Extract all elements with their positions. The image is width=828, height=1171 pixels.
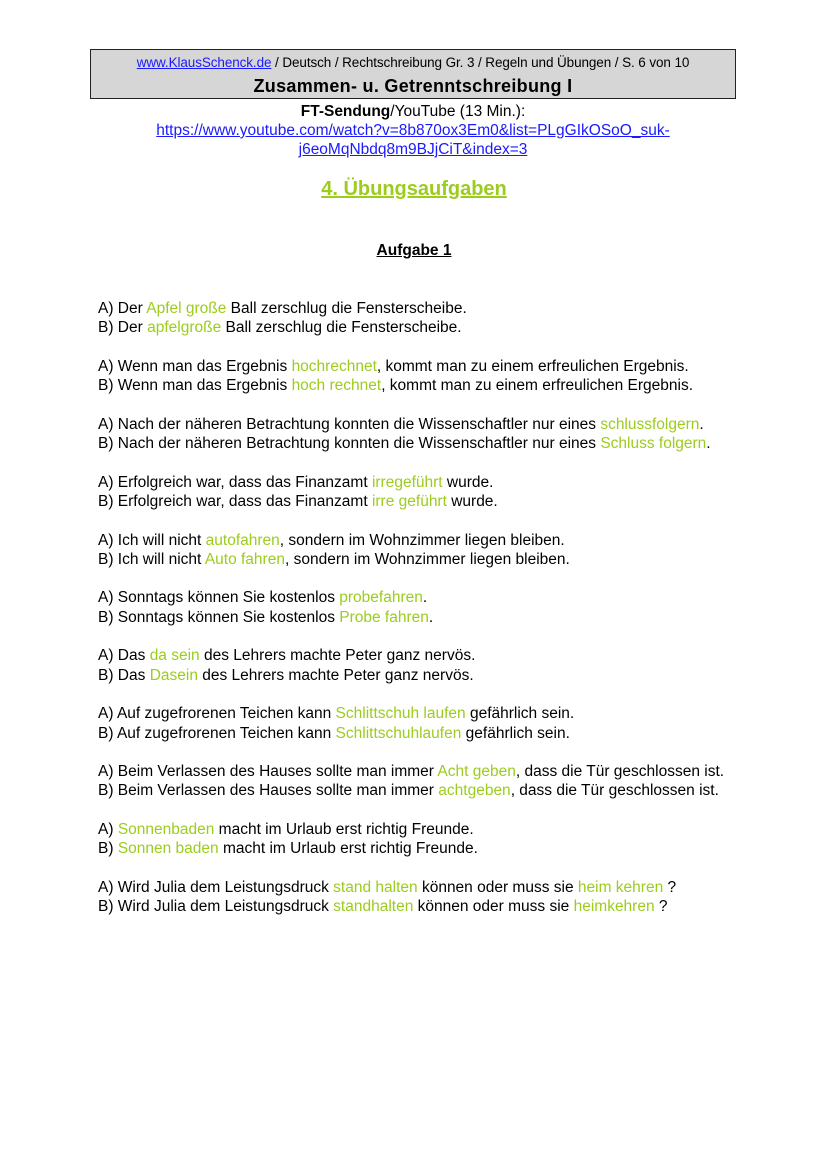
site-link[interactable]: www.KlausSchenck.de <box>136 55 272 70</box>
exercise-pair <box>98 299 738 338</box>
sentence-text: A) Erfolgreich war, dass das Finanzamt <box>98 473 372 491</box>
sentence-b <box>98 376 738 395</box>
highlighted-word: stand halten <box>333 878 418 896</box>
highlighted-word: autofahren <box>205 531 280 549</box>
sentence-text: B) Nach der näheren Betrachtung konnten die Wissenschaftler nur eines <box>98 435 601 453</box>
sentence-a <box>98 704 738 723</box>
sentence-b <box>98 434 738 453</box>
video-url-line-1[interactable]: https://www.youtube.com/watch?v=8b870ox3Em0&list=PLgGIkOSoO_suk- <box>156 122 670 139</box>
sentence-text: ? <box>654 898 668 916</box>
sentence-text: . <box>706 435 711 453</box>
exercise-pair <box>98 531 738 570</box>
highlighted-word: heimkehren <box>573 898 655 916</box>
sentence-text: A) Das <box>98 647 150 665</box>
sentence-text: B) Ich will nicht <box>98 550 205 568</box>
sentence-text: B) Sonntags können Sie kostenlos <box>98 608 340 626</box>
highlighted-word: Probe fahren <box>339 608 429 626</box>
video-reference <box>90 102 736 159</box>
sentence-a <box>98 473 738 492</box>
sentence-b <box>98 897 738 916</box>
breadcrumb: / Deutsch / Rechtschreibung Gr. 3 / Regeln und Übungen / S. 6 von 10 <box>271 55 690 70</box>
sentence-text: A) Wird Julia dem Leistungsdruck <box>98 878 334 896</box>
highlighted-word: Schlittschuh laufen <box>335 705 466 723</box>
sentence-text: wurde. <box>442 473 494 491</box>
sentence-text: , kommt man zu einem erfreulichen Ergebnis. <box>376 357 689 375</box>
sentence-text: gefährlich sein. <box>465 705 575 723</box>
sentence-text: wurde. <box>446 492 498 510</box>
sentence-b <box>98 492 738 511</box>
section-title: 4. Übungsaufgaben <box>321 178 507 200</box>
highlighted-word: heim kehren <box>577 878 664 896</box>
sentence-text: Ball zerschlug die Fensterscheibe. <box>226 300 467 317</box>
exercise-pair <box>98 704 738 743</box>
header-breadcrumb-line <box>91 55 735 70</box>
sentence-text: B) Auf zugefrorenen Teichen kann <box>98 724 336 742</box>
sentence-text: , sondern im Wohnzimmer liegen bleiben. <box>284 550 570 568</box>
highlighted-word: hochrechnet <box>291 357 377 375</box>
sentence-text: macht im Urlaub erst richtig Freunde. <box>214 821 474 839</box>
sentence-text: A) Wenn man das Ergebnis <box>98 357 292 375</box>
exercise-pair <box>98 588 738 627</box>
sentence-text: B) Der <box>98 319 148 337</box>
exercise-pair <box>98 415 738 454</box>
highlighted-word: hoch rechnet <box>291 377 382 395</box>
sentence-text: , dass die Tür geschlossen ist. <box>515 763 725 781</box>
sentence-a <box>98 762 738 781</box>
sentence-text: gefährlich sein. <box>461 724 570 742</box>
sentence-text: können oder muss sie <box>413 898 574 916</box>
highlighted-word: Acht geben <box>437 763 516 781</box>
sentence-a <box>98 820 738 839</box>
sentence-text: B) Wenn man das Ergebnis <box>98 377 292 395</box>
sentence-text: . <box>422 589 428 607</box>
highlighted-word: apfelgroße <box>147 319 222 337</box>
sentence-b <box>98 666 738 685</box>
sentence-a <box>98 646 738 665</box>
highlighted-word: Schluss folgern <box>600 435 707 453</box>
sentence-b <box>98 724 738 743</box>
sentence-b <box>98 839 738 858</box>
sentence-text: , sondern im Wohnzimmer liegen bleiben. <box>279 531 565 549</box>
exercise-pair <box>98 646 738 685</box>
sentence-text: Ball zerschlug die Fensterscheibe. <box>221 319 462 337</box>
sentence-text: A) Der <box>98 300 147 317</box>
sentence-text: A) Ich will nicht <box>98 531 206 549</box>
highlighted-word: Apfel große <box>146 300 227 317</box>
exercise-pair <box>98 820 738 859</box>
exercise-list <box>98 299 738 936</box>
sentence-text: A) Sonntags können Sie kostenlos <box>98 589 340 607</box>
sentence-text: können oder muss sie <box>417 878 578 896</box>
sentence-b <box>98 550 738 569</box>
exercise-pair <box>98 878 738 917</box>
sentence-text: A) <box>98 821 118 839</box>
highlighted-word: Auto fahren <box>204 550 285 568</box>
sentence-text: macht im Urlaub erst richtig Freunde. <box>218 840 478 858</box>
sentence-text: ? <box>663 878 677 896</box>
highlighted-word: achtgeben <box>438 782 511 800</box>
highlighted-word: irre geführt <box>371 492 447 510</box>
highlighted-word: da sein <box>149 647 200 665</box>
sentence-text: B) Wird Julia dem Leistungsdruck <box>98 898 334 916</box>
sentence-text: des Lehrers machte Peter ganz nervös. <box>197 666 474 684</box>
exercise-pair <box>98 762 738 801</box>
sentence-text: . <box>699 415 704 433</box>
sentence-text: . <box>428 608 434 626</box>
sentence-a <box>98 357 738 376</box>
video-label: FT-Sendung <box>300 103 391 120</box>
page-header <box>90 49 736 99</box>
sentence-text: des Lehrers machte Peter ganz nervös. <box>199 647 476 665</box>
sentence-text: A) Nach der näheren Betrachtung konnten die Wissenschaftler nur eines <box>98 415 601 433</box>
sentence-a <box>98 415 738 434</box>
highlighted-word: probefahren <box>339 589 423 607</box>
highlighted-word: Dasein <box>149 666 198 684</box>
sentence-text: B) <box>98 840 118 858</box>
highlighted-word: schlussfolgern <box>600 415 700 433</box>
sentence-a <box>98 299 738 318</box>
sentence-text: B) Das <box>98 666 150 684</box>
sentence-b <box>98 318 738 337</box>
sentence-text: , dass die Tür geschlossen ist. <box>510 782 719 800</box>
exercise-pair <box>98 357 738 396</box>
video-label-rest: /YouTube (13 Min.): <box>390 103 526 120</box>
sentence-text: B) Erfolgreich war, dass das Finanzamt <box>98 492 372 510</box>
sentence-b <box>98 781 738 800</box>
exercise-pair <box>98 473 738 512</box>
highlighted-word: Sonnen baden <box>117 840 219 858</box>
sentence-a <box>98 531 738 550</box>
sentence-text: B) Beim Verlassen des Hauses sollte man immer <box>98 782 439 800</box>
highlighted-word: Sonnenbaden <box>117 821 215 839</box>
sentence-a <box>98 588 738 607</box>
highlighted-word: Schlittschuhlaufen <box>335 724 462 742</box>
sentence-a <box>98 878 738 897</box>
sentence-text: A) Beim Verlassen des Hauses sollte man immer <box>98 763 438 781</box>
sentence-text: A) Auf zugefrorenen Teichen kann <box>98 705 336 723</box>
document-title: Zusammen- u. Getrenntschreibung I <box>253 76 573 96</box>
sentence-b <box>98 608 738 627</box>
highlighted-word: irregeführt <box>371 473 443 491</box>
video-url-line-2[interactable]: j6eoMqNbdq8m9BJjCiT&index=3 <box>298 141 528 158</box>
sentence-text: , kommt man zu einem erfreulichen Ergebnis. <box>381 377 694 395</box>
highlighted-word: standhalten <box>333 898 414 916</box>
task-title: Aufgabe 1 <box>376 242 452 259</box>
